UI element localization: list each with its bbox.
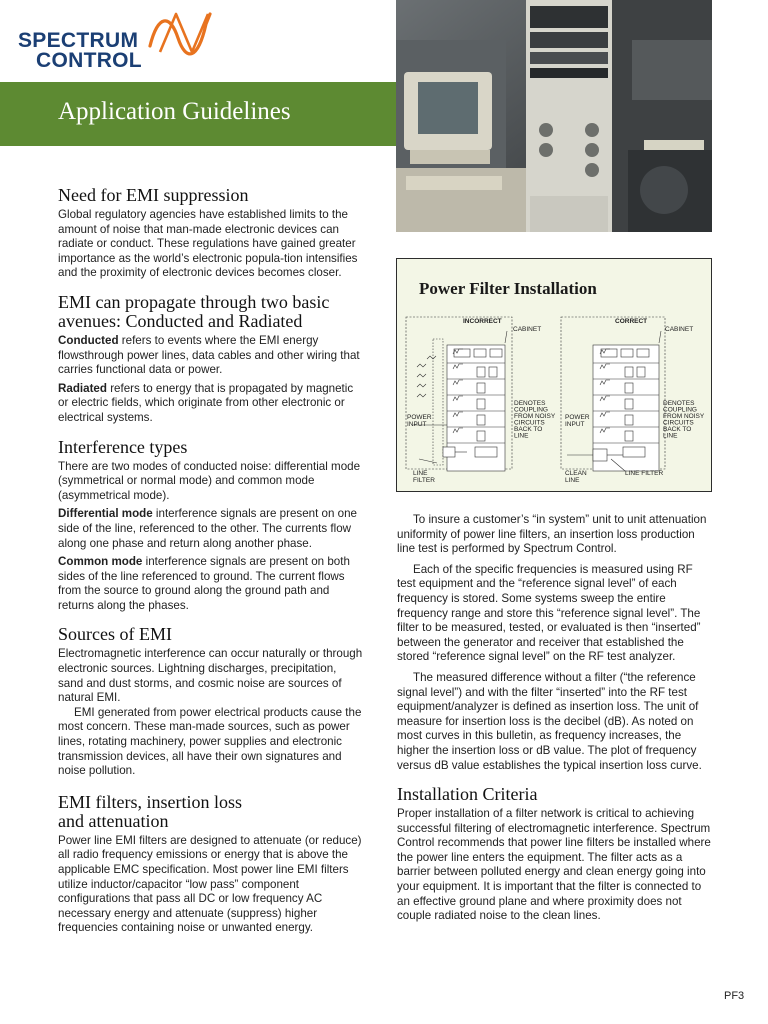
label-denotes-left-1: COUPLING xyxy=(514,406,548,414)
diagram-title: Power Filter Installation xyxy=(419,279,597,298)
installation-schematic xyxy=(397,259,713,493)
heading-emi-filters-line1: EMI filters, insertion loss xyxy=(58,791,242,812)
heading-emi-filters-line2: and attenuation xyxy=(58,810,169,831)
label-denotes-left-2: FROM NOISY xyxy=(514,413,556,420)
page-number: PF3 xyxy=(724,990,745,1002)
label-denotes-right-0: DENOTES xyxy=(663,400,695,407)
label-power-input-right-2: INPUT xyxy=(565,421,585,428)
label-denotes-right-2: FROM NOISY xyxy=(663,413,705,420)
text-common-mode: interference signals are present on both sides of the line referenced to ground. The current flows from the source to ground along the ground path and returns along the phases. xyxy=(58,555,350,612)
heading-emi-propagation: EMI can propagate through two basic avenues: Conducted and Radiated xyxy=(58,291,330,331)
label-denotes-right-1: COUPLING xyxy=(663,406,697,414)
text-conducted: refers to events where the EMI energy flowsthrough power lines, data cables and other wiring that carries functional data or power. xyxy=(58,333,360,377)
heading-emi-filters xyxy=(58,793,364,831)
heading-sources-of-emi: Sources of EMI xyxy=(58,624,172,645)
spectrum-control-logo xyxy=(18,10,218,72)
paragraph-common-mode xyxy=(58,555,364,613)
label-power-input-left-1: POWER xyxy=(407,414,432,421)
power-filter-installation-diagram xyxy=(396,258,712,492)
term-differential-mode: Differential mode xyxy=(58,507,153,521)
text-differential-mode: interference signals are present on one side of the line, referenced to the other. The currents flow along one phase and return along another phase. xyxy=(58,507,358,550)
label-denotes-left-5: LINE xyxy=(514,432,529,440)
paragraph-interference-modes: There are two modes of conducted noise: differential mode (symmetrical or normal mode) and common mode (asymmetrical mode). xyxy=(58,459,361,502)
label-line-filter-right: LINE FILTER xyxy=(625,470,664,477)
label-denotes-left-0: DENOTES xyxy=(514,400,546,407)
label-correct: CORRECT xyxy=(615,318,648,325)
label-line-filter-left-2: FILTER xyxy=(413,477,435,484)
equipment-photo xyxy=(396,0,712,232)
term-common-mode: Common mode xyxy=(58,555,143,569)
text-radiated: refers to energy that is propagated by magnetic or electric fields, which originate from other electronic or electrical systems. xyxy=(58,381,354,424)
paragraph-insertion-loss: The measured difference without a filter (“the reference signal level”) and with the filter “inserted” into the RF test equipment/analyzer is defined as insertion loss. The unit of measure for insertion loss is the decibel (dB). As noted on most curves in this bulletin, as frequency increases, the higher the insertion loss or dB value. The plot of frequency versus dB value establishes the typical insertion loss curve. xyxy=(397,670,702,772)
label-clean-line-2: LINE xyxy=(565,477,580,484)
paragraph-insertion-test: To insure a customer’s “in system” unit to unit attenuation uniformity of power line filters, an insertion loss production line test is performed by Spectrum Control. xyxy=(397,513,707,556)
label-power-input-left-2: INPUT xyxy=(407,421,427,428)
label-clean-line-1: CLEAN xyxy=(565,470,587,477)
label-denotes-left-3: CIRCUITS xyxy=(514,419,545,427)
paragraph-sources-natural: Electromagnetic interference can occur naturally or through electronic sources. Lightning discharges, precipitation, sand and dust storms, and cosmic noise are sources of natural EMI. xyxy=(58,647,363,705)
paragraph-conducted xyxy=(58,334,364,378)
label-denotes-right-5: LINE xyxy=(663,432,678,440)
paragraph-installation-criteria: Proper installation of a filter network is critical to achieving successful filtering of electromagnetic interference. Spectrum Control recommends that power line filters be installed where the power line enters the equipment. The filter acts as a barrier between polluted energy and clean energy going into your equipment. It is important that the filter is connected to an effective ground plane and where proximity does not couple radiated noise to the clean lines. xyxy=(397,807,711,923)
page-title: Application Guidelines xyxy=(58,98,291,125)
paragraph-sources-manmade: EMI generated from power electrical products cause the most concern. These man-made sources, such as power lines, rotating machinery, power supplies and electronic transmission devices, all have their own signatures and noise pollution. xyxy=(58,705,362,778)
label-incorrect: INCORRECT xyxy=(463,318,502,325)
label-denotes-right-4: BACK TO xyxy=(663,426,692,433)
paragraph-radiated xyxy=(58,382,364,426)
left-column xyxy=(58,186,364,940)
term-conducted: Conducted xyxy=(58,333,119,347)
paragraph-emi-filters: Power line EMI filters are designed to attenuate (or reduce) all radio frequency emissions or energy that is above the applicable EMC specification. Most power line EMI filters utilize inductor/capacitor “low pass” component configurations that pass all DC or low frequency AC necessary energy and attenuate (suppress) higher frequencies containing noise or unwanted energy. xyxy=(58,833,362,935)
label-cabinet-left: CABINET xyxy=(513,326,542,333)
paragraph-need-emi: Global regulatory agencies have established limits to the amount of noise that man-made electronic devices can radiate or conduct. These regulations have gained greater importance as the world’s electronic popula-tion intensifies and the proximity of electronic devices becomes closer. xyxy=(58,208,358,280)
right-column xyxy=(397,513,712,928)
logo-text-spectrum: SPECTRUM xyxy=(18,29,139,52)
heading-interference-types: Interference types xyxy=(58,436,188,457)
paragraph-differential-mode xyxy=(58,507,364,551)
sine-wave-logo-icon xyxy=(146,10,226,60)
label-line-filter-left-1: LINE xyxy=(413,470,428,477)
heading-installation-criteria: Installation Criteria xyxy=(397,784,538,805)
label-denotes-left-4: BACK TO xyxy=(514,426,543,433)
label-cabinet-right: CABINET xyxy=(665,326,694,333)
term-radiated: Radiated xyxy=(58,381,107,395)
label-power-input-right-1: POWER xyxy=(565,414,590,421)
label-denotes-right-3: CIRCUITS xyxy=(663,419,694,427)
heading-need-emi-suppression: Need for EMI suppression xyxy=(58,185,249,205)
logo-text-control: CONTROL xyxy=(36,49,142,72)
paragraph-reference-level: Each of the specific frequencies is measured using RF test equipment and the “reference signal level” of each frequency is stored. Some systems sweep the entire frequency range and store this “reference signal level”. The filter to be measured, tested, or evaluated is then “inserted” between the generator and receiver that established the stored “reference signal level” on the RF test analyzer. xyxy=(397,562,701,664)
